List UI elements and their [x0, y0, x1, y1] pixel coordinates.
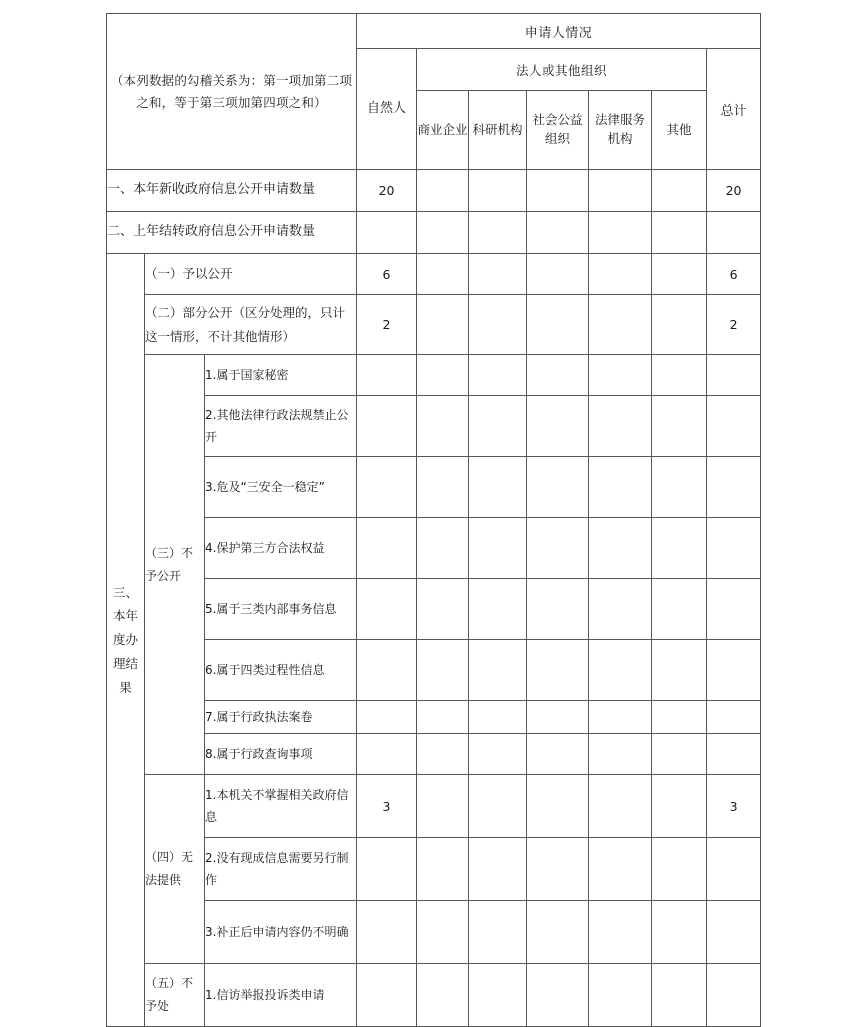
cell-partially-disclosed-other	[652, 295, 707, 355]
cell-nd8-commercial	[417, 734, 469, 775]
cell-nd8-natural	[357, 734, 417, 775]
cell-nd2-other	[652, 396, 707, 457]
cell-disclosed-research	[469, 254, 527, 295]
header-col-social-welfare-organization: 社会公益组织	[527, 91, 589, 170]
cell-nd4-research	[469, 518, 527, 579]
header-col-legal-service-institution: 法律服务机构	[589, 91, 652, 170]
cell-disclosed-total: 6	[707, 254, 761, 295]
cell-up1-research	[469, 775, 527, 838]
table-row-not-disclosed-1	[107, 355, 761, 396]
cell-up1-commercial	[417, 775, 469, 838]
cell-nd8-legal	[589, 734, 652, 775]
cell-partially-disclosed-commercial	[417, 295, 469, 355]
cell-nd7-legal	[589, 701, 652, 734]
cell-up2-legal	[589, 838, 652, 901]
cell-up2-other	[652, 838, 707, 901]
cell-up2-social	[527, 838, 589, 901]
cell-nd2-total	[707, 396, 761, 457]
row-label-not-disclosed-6: 6.属于四类过程性信息	[205, 640, 357, 701]
cell-nd4-other	[652, 518, 707, 579]
cell-np1-research	[469, 964, 527, 1027]
header-col-commercial-enterprise: 商业企业	[417, 91, 469, 170]
cell-carryover-natural	[357, 212, 417, 254]
row-label-unable-provide-1: 1.本机关不掌握相关政府信息	[205, 775, 357, 838]
cell-nd6-social	[527, 640, 589, 701]
cell-carryover-total	[707, 212, 761, 254]
cell-nd2-natural	[357, 396, 417, 457]
group-label-unable-to-provide: （四）无法提供	[145, 775, 205, 964]
row-label-unable-provide-2: 2.没有现成信息需要另行制作	[205, 838, 357, 901]
cell-np1-legal	[589, 964, 652, 1027]
table-row-not-disclosed-8	[107, 734, 761, 775]
row-label-not-disclosed-8: 8.属于行政查询事项	[205, 734, 357, 775]
table-row-unable-provide-2	[107, 838, 761, 901]
cell-nd7-other	[652, 701, 707, 734]
cell-up3-legal	[589, 901, 652, 964]
cell-nd4-total	[707, 518, 761, 579]
row-label-new-applications: 一、本年新收政府信息公开申请数量	[107, 170, 357, 212]
cell-nd2-research	[469, 396, 527, 457]
row-label-not-disclosed-1: 1.属于国家秘密	[205, 355, 357, 396]
cell-partially-disclosed-natural: 2	[357, 295, 417, 355]
cell-nd6-commercial	[417, 640, 469, 701]
cell-disclosed-other	[652, 254, 707, 295]
cell-nd4-commercial	[417, 518, 469, 579]
row-label-unable-provide-3: 3.补正后申请内容仍不明确	[205, 901, 357, 964]
cell-partially-disclosed-legal	[589, 295, 652, 355]
row-label-not-disclosed-2: 2.其他法律行政法规禁止公开	[205, 396, 357, 457]
cell-nd7-commercial	[417, 701, 469, 734]
cell-up3-research	[469, 901, 527, 964]
table-row-not-disclosed-6	[107, 640, 761, 701]
table-row-not-disclosed-2	[107, 396, 761, 457]
cell-nd2-legal	[589, 396, 652, 457]
cell-nd7-research	[469, 701, 527, 734]
government-information-disclosure-statistics-table	[106, 13, 761, 1027]
cell-nd3-commercial	[417, 457, 469, 518]
cell-nd1-other	[652, 355, 707, 396]
row-label-not-processed-1: 1.信访举报投诉类申请	[205, 964, 357, 1027]
cell-nd6-research	[469, 640, 527, 701]
cell-nd5-total	[707, 579, 761, 640]
header-col-other: 其他	[652, 91, 707, 170]
cell-nd1-legal	[589, 355, 652, 396]
cell-np1-social	[527, 964, 589, 1027]
group-label-not-processed: （五）不予处	[145, 964, 205, 1027]
cell-nd7-natural	[357, 701, 417, 734]
cell-partially-disclosed-research	[469, 295, 527, 355]
cell-new-applications-natural: 20	[357, 170, 417, 212]
row-label-not-disclosed-3: 3.危及“三安全一稳定”	[205, 457, 357, 518]
cell-np1-natural	[357, 964, 417, 1027]
cell-nd2-commercial	[417, 396, 469, 457]
cell-nd6-other	[652, 640, 707, 701]
cell-nd8-social	[527, 734, 589, 775]
table-row-new-applications	[107, 170, 761, 212]
cell-up1-social	[527, 775, 589, 838]
cell-nd7-social	[527, 701, 589, 734]
row-label-carryover-applications: 二、上年结转政府信息公开申请数量	[107, 212, 357, 254]
header-legal-entity-group: 法人或其他组织	[417, 49, 707, 91]
cell-nd6-total	[707, 640, 761, 701]
cell-disclosed-legal	[589, 254, 652, 295]
cell-nd5-research	[469, 579, 527, 640]
cell-disclosed-commercial	[417, 254, 469, 295]
cell-nd4-natural	[357, 518, 417, 579]
cell-nd4-legal	[589, 518, 652, 579]
table-row-not-processed-1	[107, 964, 761, 1027]
cell-up2-research	[469, 838, 527, 901]
cell-np1-other	[652, 964, 707, 1027]
table-row-not-disclosed-7	[107, 701, 761, 734]
table-row-not-disclosed-5	[107, 579, 761, 640]
cell-new-applications-other	[652, 170, 707, 212]
cell-nd8-other	[652, 734, 707, 775]
header-col-research-institution: 科研机构	[469, 91, 527, 170]
cell-carryover-legal	[589, 212, 652, 254]
cell-up3-social	[527, 901, 589, 964]
cell-nd6-natural	[357, 640, 417, 701]
table-row-not-disclosed-3	[107, 457, 761, 518]
section-label-annual-processing-results: 三、本年度办理结果	[107, 254, 145, 1027]
header-total: 总计	[707, 49, 761, 170]
cell-np1-commercial	[417, 964, 469, 1027]
cell-carryover-other	[652, 212, 707, 254]
cell-up2-natural	[357, 838, 417, 901]
cell-carryover-social	[527, 212, 589, 254]
row-label-not-disclosed-7: 7.属于行政执法案卷	[205, 701, 357, 734]
table-row-disclosed	[107, 254, 761, 295]
cell-partially-disclosed-social	[527, 295, 589, 355]
cell-nd1-research	[469, 355, 527, 396]
cell-up1-other	[652, 775, 707, 838]
cell-nd2-social	[527, 396, 589, 457]
cell-nd5-social	[527, 579, 589, 640]
cell-nd5-natural	[357, 579, 417, 640]
cell-nd5-legal	[589, 579, 652, 640]
cell-nd1-total	[707, 355, 761, 396]
cell-nd3-natural	[357, 457, 417, 518]
cell-new-applications-legal	[589, 170, 652, 212]
cell-up3-other	[652, 901, 707, 964]
header-applicant-situation: 申请人情况	[357, 14, 761, 49]
cell-nd7-total	[707, 701, 761, 734]
cell-nd1-natural	[357, 355, 417, 396]
cell-up2-total	[707, 838, 761, 901]
cell-disclosed-natural: 6	[357, 254, 417, 295]
row-label-not-disclosed-5: 5.属于三类内部事务信息	[205, 579, 357, 640]
cell-new-applications-social	[527, 170, 589, 212]
cell-nd5-other	[652, 579, 707, 640]
cell-nd5-commercial	[417, 579, 469, 640]
cell-new-applications-commercial	[417, 170, 469, 212]
cell-up2-commercial	[417, 838, 469, 901]
cell-nd3-other	[652, 457, 707, 518]
cell-nd8-total	[707, 734, 761, 775]
row-label-not-disclosed-4: 4.保护第三方合法权益	[205, 518, 357, 579]
cell-carryover-commercial	[417, 212, 469, 254]
cell-up3-commercial	[417, 901, 469, 964]
cell-nd3-social	[527, 457, 589, 518]
cell-nd3-total	[707, 457, 761, 518]
cell-up1-total: 3	[707, 775, 761, 838]
cell-up1-legal	[589, 775, 652, 838]
cell-disclosed-social	[527, 254, 589, 295]
header-row-top	[107, 14, 761, 49]
table-row-unable-provide-1	[107, 775, 761, 838]
cell-nd3-research	[469, 457, 527, 518]
cell-nd1-commercial	[417, 355, 469, 396]
table-row-not-disclosed-4	[107, 518, 761, 579]
row-label-partially-disclosed: （二）部分公开（区分处理的，只计这一情形，不计其他情形）	[145, 295, 357, 355]
table-row-carryover-applications	[107, 212, 761, 254]
cell-np1-total	[707, 964, 761, 1027]
row-label-disclosed: （一）予以公开	[145, 254, 357, 295]
cell-nd3-legal	[589, 457, 652, 518]
header-note-cell: （本列数据的勾稽关系为：第一项加第二项之和，等于第三项加第四项之和）	[107, 14, 357, 170]
cell-new-applications-research	[469, 170, 527, 212]
cell-nd1-social	[527, 355, 589, 396]
group-label-not-disclosed: （三）不予公开	[145, 355, 205, 775]
table-row-unable-provide-3	[107, 901, 761, 964]
cell-carryover-research	[469, 212, 527, 254]
cell-nd4-social	[527, 518, 589, 579]
cell-up3-total	[707, 901, 761, 964]
cell-nd6-legal	[589, 640, 652, 701]
header-natural-person: 自然人	[357, 49, 417, 170]
table-row-partially-disclosed	[107, 295, 761, 355]
cell-new-applications-total: 20	[707, 170, 761, 212]
cell-nd8-research	[469, 734, 527, 775]
cell-up1-natural: 3	[357, 775, 417, 838]
cell-up3-natural	[357, 901, 417, 964]
cell-partially-disclosed-total: 2	[707, 295, 761, 355]
